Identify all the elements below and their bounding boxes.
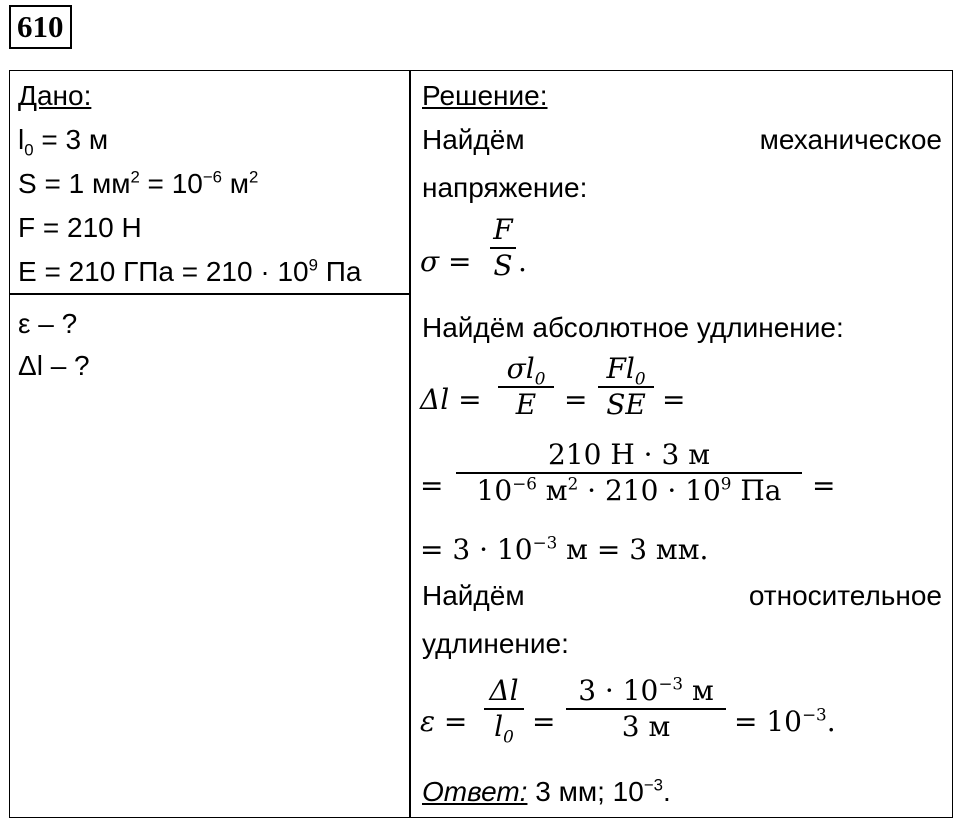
sigma-lhs: σ = <box>420 245 472 278</box>
given-force: F = 210 Н <box>18 212 142 243</box>
eps-fraction-2: $3 \cdot 10^{-3}$ м 3 м <box>566 675 726 743</box>
given-area: S = 1 $мм^2 = 10^{-6}$ $м^2$ <box>18 167 259 199</box>
result-line: = $3 \cdot 10^{-3}$ м = 3 мм. <box>420 532 709 566</box>
eps-lhs: ε = <box>420 705 468 738</box>
find-absolute: Найдём абсолютное удлинение: <box>422 312 844 343</box>
find-stress-line2: напряжение: <box>422 172 588 203</box>
dl-eq-2: = <box>662 383 686 416</box>
dl-fraction-2: $Fl_0$ SE <box>598 353 654 421</box>
dl-eq-1: = <box>564 383 588 416</box>
sigma-end: . <box>518 245 527 278</box>
find-rel-word2: относительное <box>748 580 942 611</box>
given-modulus: E = 210 ГПа = $210 \cdot 10^9$ Па <box>18 255 362 287</box>
eps-rhs: = $10^{-3}$. <box>734 704 836 738</box>
find-strain: ε – ? <box>18 308 78 339</box>
calc-fraction: 210 Н · 3 м $10^{-6}$ $м^2 \cdot 210 \cdot 10^9$ Па <box>456 439 802 507</box>
sigma-fraction: F S <box>490 214 516 282</box>
find-rel-word1: Найдём <box>422 580 525 611</box>
solution-header: Решение: <box>422 80 548 111</box>
eps-eq: = <box>532 705 556 738</box>
calc-rhs: = <box>812 469 836 502</box>
given-l0: $l_0 = 3$ м <box>18 124 109 160</box>
find-stress-word2: механическое <box>759 124 942 155</box>
given-header: Дано: <box>18 80 92 111</box>
eps-fraction-1: Δl $l_0$ <box>484 675 524 743</box>
solution-table <box>9 70 953 818</box>
dl-fraction-1: $\sigma l_0$ E <box>498 353 554 421</box>
calc-lhs: = <box>420 469 444 502</box>
given-find-divider <box>10 293 409 295</box>
find-elongation: Δl – ? <box>18 350 90 381</box>
find-rel-line2: удлинение: <box>422 628 569 659</box>
find-stress-word1: Найдём <box>422 124 525 155</box>
answer-line: Ответ: 3 мм; $10^{-3}$. <box>422 775 671 807</box>
column-divider <box>409 71 411 817</box>
dl-lhs: Δl = <box>420 383 482 416</box>
problem-number: 610 <box>9 5 72 49</box>
